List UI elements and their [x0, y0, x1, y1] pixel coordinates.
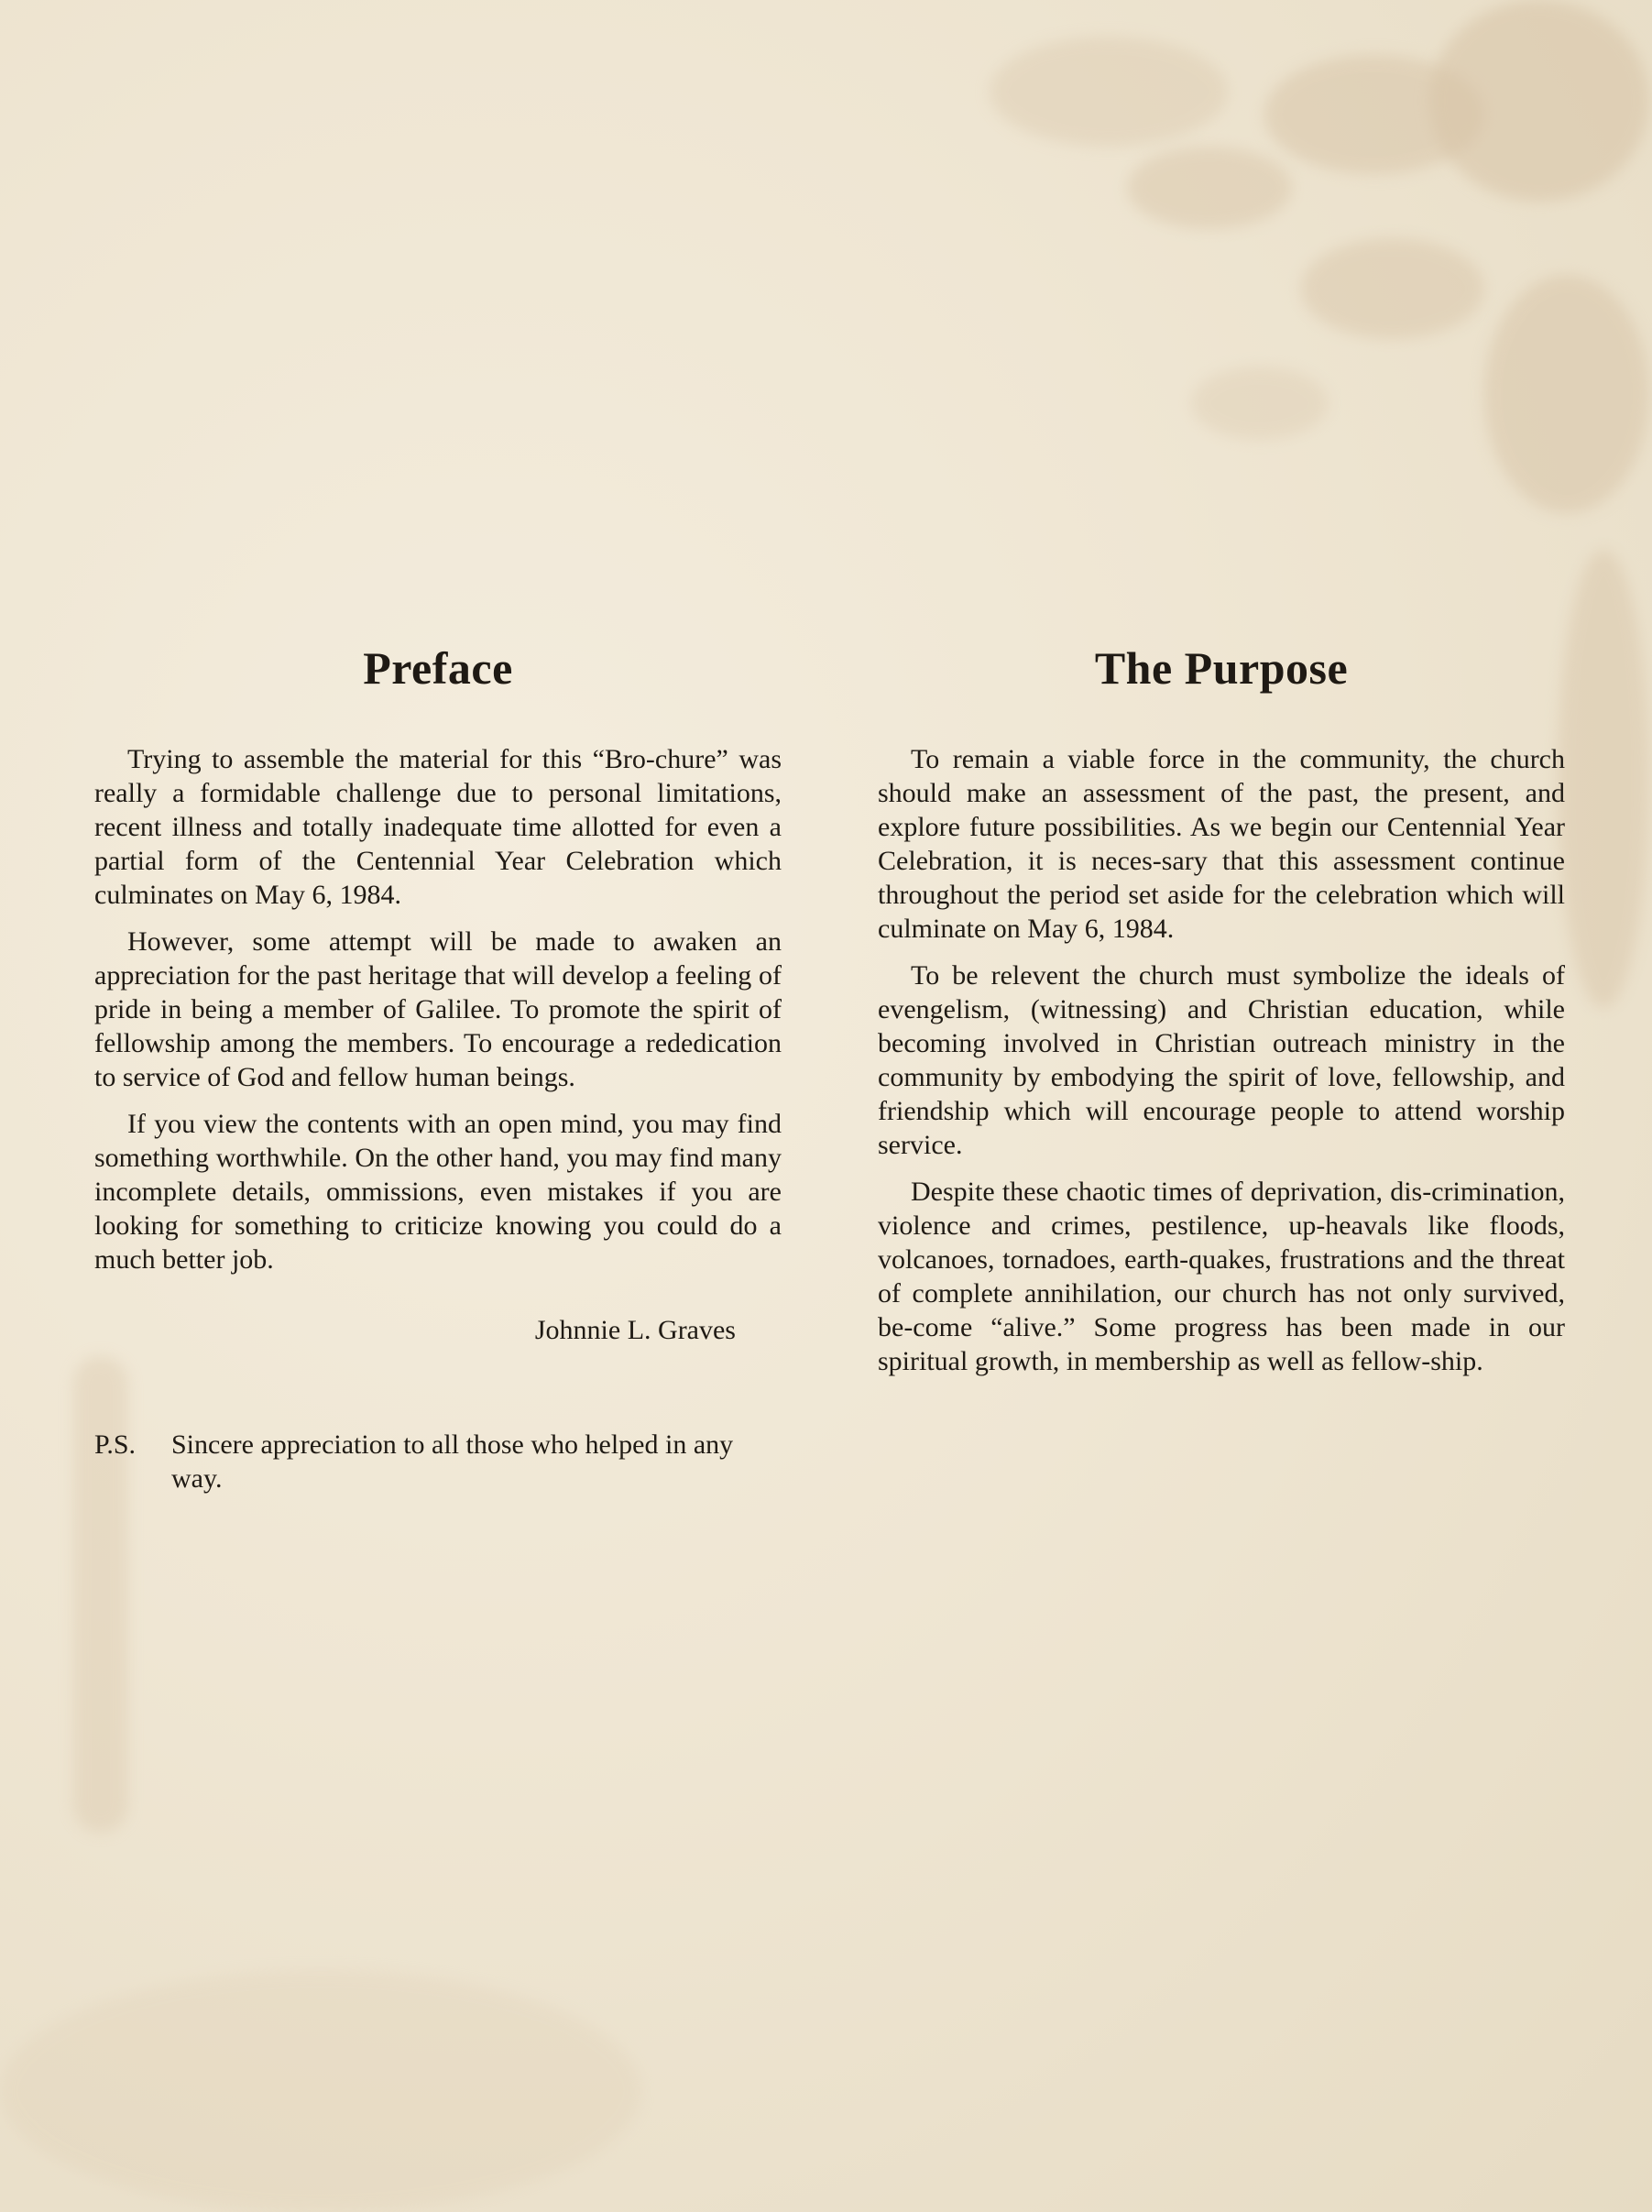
background-stain — [1301, 238, 1484, 339]
postscript-label: P.S. — [94, 1429, 137, 1460]
author-signature: Johnnie L. Graves — [534, 1315, 736, 1345]
preface-section — [94, 641, 782, 1495]
background-stain — [1127, 147, 1292, 229]
purpose-paragraph: To remain a viable force in the community, the church should make an assessment of the past, the present, and explore future possibilities. As we begin our Centennial Year Celebration, it is neces-sary that this assessment continue throughout the period set aside for the celebration which will culminate on May 6, 1984. — [878, 744, 1565, 944]
purpose-section — [878, 641, 1565, 1391]
background-stain — [1191, 367, 1329, 440]
preface-paragraph: However, some attempt will be made to awaken an appreciation for the past heritage that will develop a feeling of pride in being a member of Galilee. To promote the spirit of fellowship among the members. To encourage a rededication to service of God and fellow human beings. — [94, 926, 782, 1092]
preface-title: Preface — [363, 642, 513, 694]
background-stain — [1429, 0, 1649, 202]
background-stain — [990, 37, 1228, 147]
postscript-text: Sincere appreciation to all those who helped in any way. — [171, 1429, 734, 1494]
purpose-title: The Purpose — [1094, 642, 1349, 694]
background-stain — [1558, 550, 1649, 1008]
background-stain — [1484, 275, 1649, 513]
background-stain — [0, 1970, 641, 2212]
purpose-paragraph: To be relevent the church must symbolize the ideals of evengelism, (witnessing) and Christian education, while becoming involved in Christian outreach ministry in the community by embodying the spirit of love, fellowship, and friendship which will encourage people to attend worship service. — [878, 960, 1565, 1160]
preface-paragraph: Trying to assemble the material for this “Bro-chure” was really a formidable challenge due to personal limitations, recent illness and totally inadequate time allotted for even a partial form of the Centennial Year Celebration which culminates on May 6, 1984. — [94, 744, 782, 910]
purpose-paragraph: Despite these chaotic times of deprivation, dis-crimination, violence and crimes, pestilence, up-heavals like floods, volcanoes, tornadoes, earth-quakes, frustrations and the threat of complete annihilation, our church has not only survived, be-come “alive.” Some progress has been made in our spiritual growth, in membership as well as fellow-ship. — [878, 1177, 1565, 1376]
preface-paragraph: If you view the contents with an open mind, you may find something worthwhile. On the other hand, you may find many incomplete details, ommissions, even mistakes if you are looking for something to criticize knowing you could do a much better job. — [94, 1109, 782, 1275]
postscript — [94, 1428, 782, 1495]
